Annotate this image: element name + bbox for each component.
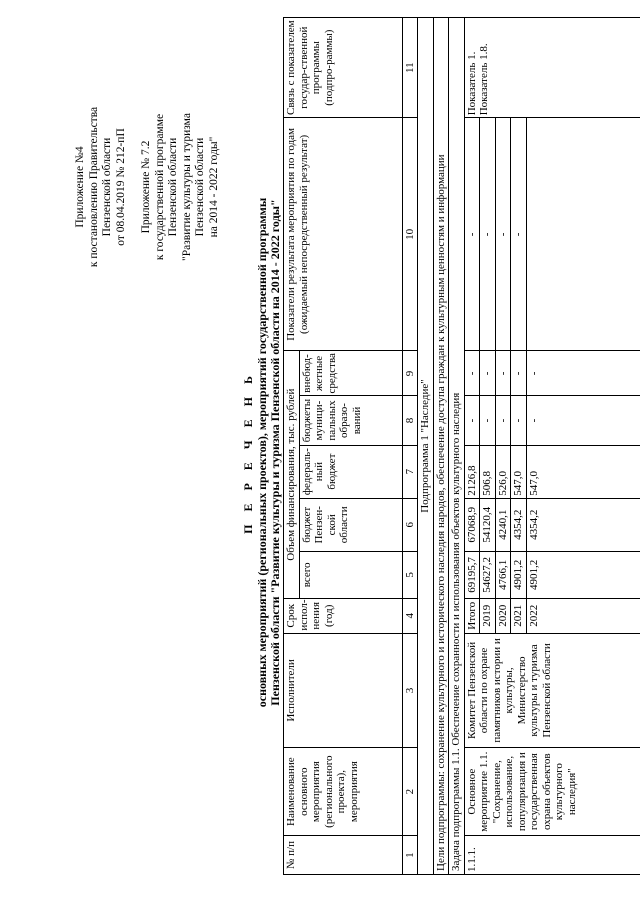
appendix-line: от 08.04.2019 № 212-пП — [114, 128, 127, 246]
cell-federal: 547,0 — [526, 445, 640, 498]
col-number: 7 — [402, 445, 418, 498]
header-row — [284, 18, 300, 875]
cell-federal: 506,8 — [480, 445, 496, 498]
cell-municipal: - — [464, 396, 480, 445]
subprogram-row — [418, 18, 434, 875]
header-term: Срок испол-нения (год) — [284, 598, 403, 633]
cell-total: 54627,2 — [480, 551, 496, 598]
cell-regional: 4354,2 — [511, 498, 527, 551]
table-row — [464, 18, 480, 875]
cell-regional: 4354,2 — [526, 498, 640, 551]
document-title — [242, 0, 283, 905]
appendix-line: на 2014 - 2022 годы" — [207, 136, 220, 238]
cell-year: 2022 — [526, 598, 640, 633]
header-federal: федераль-ный бюджет — [299, 445, 402, 498]
cell-regional: 54120,4 — [480, 498, 496, 551]
header-link: Связь с показателем государ-ственной программы (подпро-раммы) — [284, 18, 403, 118]
header-indicators: Показатели результата мероприятия по годам (ожидаемый непосредственный результат) — [284, 118, 403, 351]
header-executors: Исполнители — [284, 633, 403, 748]
col-number: 6 — [402, 498, 418, 551]
cell-municipal: - — [480, 396, 496, 445]
cell-indicator: - — [511, 118, 527, 351]
col-number: 3 — [402, 633, 418, 748]
cell-total: 4901,2 — [511, 551, 527, 598]
appendix-line: Приложение №4 — [74, 146, 86, 228]
col-number: 9 — [402, 351, 418, 396]
cell-year: 2019 — [480, 598, 496, 633]
cell-total: 69195,7 — [464, 551, 480, 598]
cell-year: Итого — [464, 598, 480, 633]
col-number: 4 — [402, 598, 418, 633]
header-num: № п/п — [284, 836, 403, 875]
appendix-line: к постановлению Правительства — [87, 106, 100, 268]
title-line: основных мероприятий (региональных проектов), мероприятий государственной программы — [254, 197, 269, 708]
header-funding: Объем финансирования, тыс. рублей — [284, 351, 300, 598]
cell-extra: - — [526, 351, 640, 396]
cell-indicator — [526, 118, 640, 351]
cell-year: 2021 — [511, 598, 527, 633]
subprogram-task: Задача подпрограммы 1.1. Обеспечение сохранности и использования объектов культурного наследия — [449, 18, 465, 875]
col-number: 5 — [402, 551, 418, 598]
cell-federal: 2126,8 — [464, 445, 480, 498]
appendix-block — [74, 77, 221, 297]
goal-row — [433, 18, 449, 875]
appendix-line: Приложение № 7.2 — [140, 140, 152, 234]
cell-federal: 526,0 — [495, 445, 511, 498]
cell-regional: 67068,9 — [464, 498, 480, 551]
subprogram-title: Подпрограмма 1 "Наследие" — [418, 18, 434, 875]
link-text: Показатель 1.8. — [478, 43, 490, 116]
cell-year: 2020 — [495, 598, 511, 633]
appendix-line: "Развитие культуры и туризма — [180, 113, 193, 261]
cell-total: 4901,2 — [526, 551, 640, 598]
cell-indicator: - — [464, 118, 480, 351]
title-line: Пензенской области "Развитие культуры и туризма Пензенской области на 2014 - 2022 годы" — [268, 199, 282, 706]
header-extra: внебюд-жетные средства — [299, 351, 402, 396]
link-text: Показатель 1. — [465, 51, 478, 116]
cell-municipal: - — [526, 396, 640, 445]
task-row — [449, 18, 465, 875]
title-line: П Е Р Е Ч Е Н Ь — [241, 371, 255, 534]
cell-extra: - — [464, 351, 480, 396]
cell-extra: - — [511, 351, 527, 396]
cell-indicator: - — [495, 118, 511, 351]
activities-table — [283, 17, 640, 875]
cell-municipal: - — [495, 396, 511, 445]
col-number: 8 — [402, 396, 418, 445]
header-regional: бюджет Пензен-ской области — [299, 498, 402, 551]
subprogram-goal: Цели подпрограммы: сохранение культурного и исторического наследия народов, обеспечение доступа граждан к культурным ценностям и информации — [433, 18, 449, 875]
col-number: 1 — [402, 836, 418, 875]
cell-indicator: - — [480, 118, 496, 351]
cell-total: 4766,1 — [495, 551, 511, 598]
header-name: Наименование основного мероприятия (регионального проекта), мероприятия — [284, 748, 403, 836]
appendix-line: Пензенской области — [101, 137, 113, 237]
header-total: всего — [299, 551, 402, 598]
appendix-line: Пензенской области — [194, 137, 206, 237]
cell-regional: 4240,1 — [495, 498, 511, 551]
cell-extra: - — [495, 351, 511, 396]
item-name: Основное мероприятие 1.1. "Сохранение, использование, популяризация и государственная охрана объектов культурного наследия" — [464, 748, 640, 836]
item-link — [464, 18, 640, 118]
col-number: 2 — [402, 748, 418, 836]
item-num: 1.1.1. — [464, 836, 640, 875]
column-number-row — [402, 18, 418, 875]
header-municipal: бюджеты муници-пальных образо-ваний — [299, 396, 402, 445]
appendix-line: к государственной программе — [153, 113, 166, 261]
cell-extra: - — [480, 351, 496, 396]
appendix-line: Пензенской области — [167, 137, 179, 237]
col-number: 10 — [402, 118, 418, 351]
col-number: 11 — [402, 18, 418, 118]
item-executors: Комитет Пензенской области по охране памятников истории и культуры, Министерство культуры и туризма Пензенской области — [464, 633, 640, 748]
cell-federal: 547,0 — [511, 445, 527, 498]
cell-municipal: - — [511, 396, 527, 445]
